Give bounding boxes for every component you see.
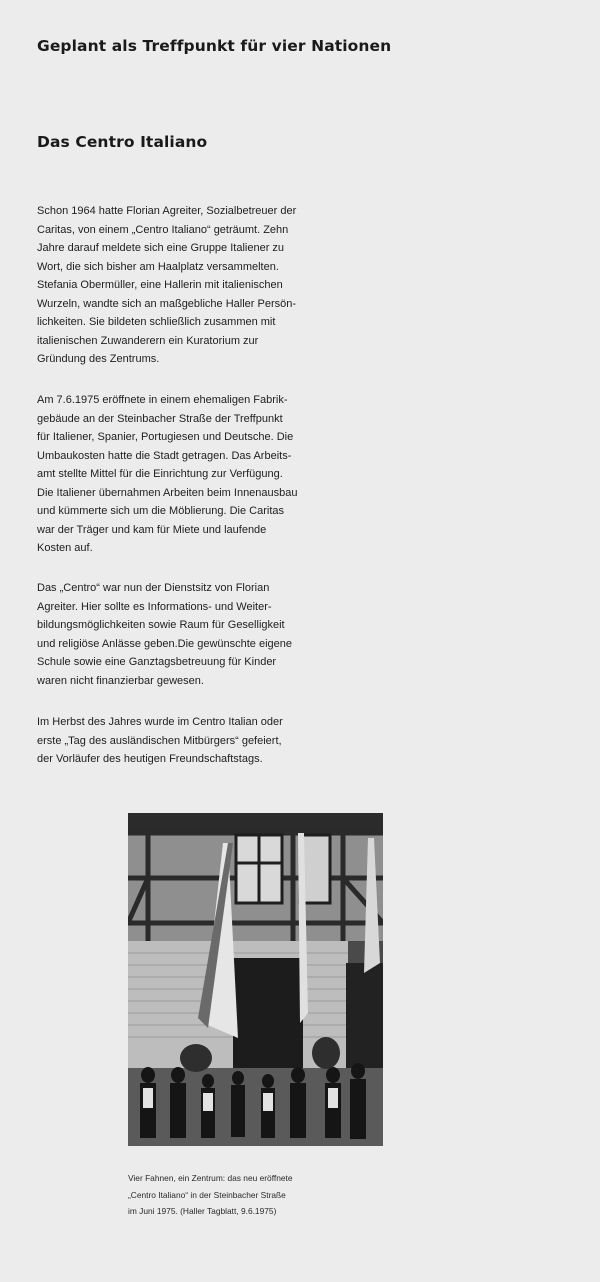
text-line: war der Träger und kam für Miete und laufende <box>37 523 267 536</box>
text-line: Das „Centro“ war nun der Dienstsitz von Florian <box>37 582 270 594</box>
caption-line: Vier Fahnen, ein Zentrum: das neu eröffnete <box>128 1173 293 1183</box>
text-line: amt stellte Mittel für die Einrichtung zur Verfügung. <box>37 468 283 480</box>
text-line: der Vorläufer des heutigen Freundschaftstags. <box>37 753 263 765</box>
text-line: für Italiener, Spanier, Portugiesen und Deutsche. Die <box>37 431 294 443</box>
caption-line: im Juni 1975. (Haller Tagblatt, 9.6.1975) <box>128 1206 277 1216</box>
text-line: Wurzeln, wandte sich an maßgebliche Haller Persön- <box>37 297 297 310</box>
text-line: gebäude an der Steinbacher Straße der Treffpunkt <box>37 412 283 425</box>
text-line: Gründung des Zentrums. <box>37 353 160 365</box>
text-line: Agreiter. Hier sollte es Informations- und Weiter- <box>37 600 272 613</box>
historic-photo <box>128 813 383 1146</box>
text-line: Schule sowie eine Ganztagsbetreuung für Kinder <box>37 656 277 668</box>
text-line: waren nicht finanzierbar gewesen. <box>37 674 204 687</box>
text-line: Kosten auf. <box>37 542 93 554</box>
paragraph-celebration <box>37 713 299 769</box>
text-line: und kümmerte sich um die Möblierung. Die Caritas <box>37 505 284 517</box>
section-subtitle: Geplant als Treffpunkt für vier Nationen <box>37 37 392 55</box>
paragraph-centro <box>37 579 299 690</box>
text-line: italienischen Zuwanderern ein Kuratorium zur <box>37 334 259 347</box>
text-line: Jahre darauf meldete sich eine Gruppe Italiener zu <box>37 242 285 254</box>
page-title: Das Centro Italiano <box>37 133 208 151</box>
text-line: lichkeiten. Sie bildeten schließlich zusammen mit <box>37 316 276 328</box>
text-line: Im Herbst des Jahres wurde im Centro Italian oder <box>37 716 283 728</box>
text-line: bildungsmöglichkeiten sowie Raum für Geselligkeit <box>37 619 285 631</box>
text-line: Wort, die sich bisher am Haalplatz versammelten. <box>37 260 279 273</box>
paragraph-history <box>37 202 299 369</box>
text-line: Umbaukosten hatte die Stadt getragen. Das Arbeits- <box>37 449 292 462</box>
text-line: Am 7.6.1975 eröffnete in einem ehemaligen Fabrik- <box>37 394 288 406</box>
paragraph-opening <box>37 391 299 558</box>
photo-illustration <box>128 813 383 1146</box>
text-line: Stefania Obermüller, eine Hallerin mit italienischen <box>37 279 283 291</box>
text-line: Caritas, von einem „Centro Italiano“ geträumt. Zehn <box>37 223 289 236</box>
text-line: und religiöse Anlässe geben.Die gewünschte eigene <box>37 637 293 650</box>
text-line: Schon 1964 hatte Florian Agreiter, Sozialbetreuer der <box>37 205 297 217</box>
photo-caption <box>128 1170 293 1220</box>
caption-line: „Centro Italiano“ in der Steinbacher Straße <box>128 1189 286 1200</box>
text-line: Die Italiener übernahmen Arbeiten beim Innenausbau <box>37 486 298 499</box>
text-line: erste „Tag des ausländischen Mitbürgers“ gefeiert, <box>37 734 282 747</box>
